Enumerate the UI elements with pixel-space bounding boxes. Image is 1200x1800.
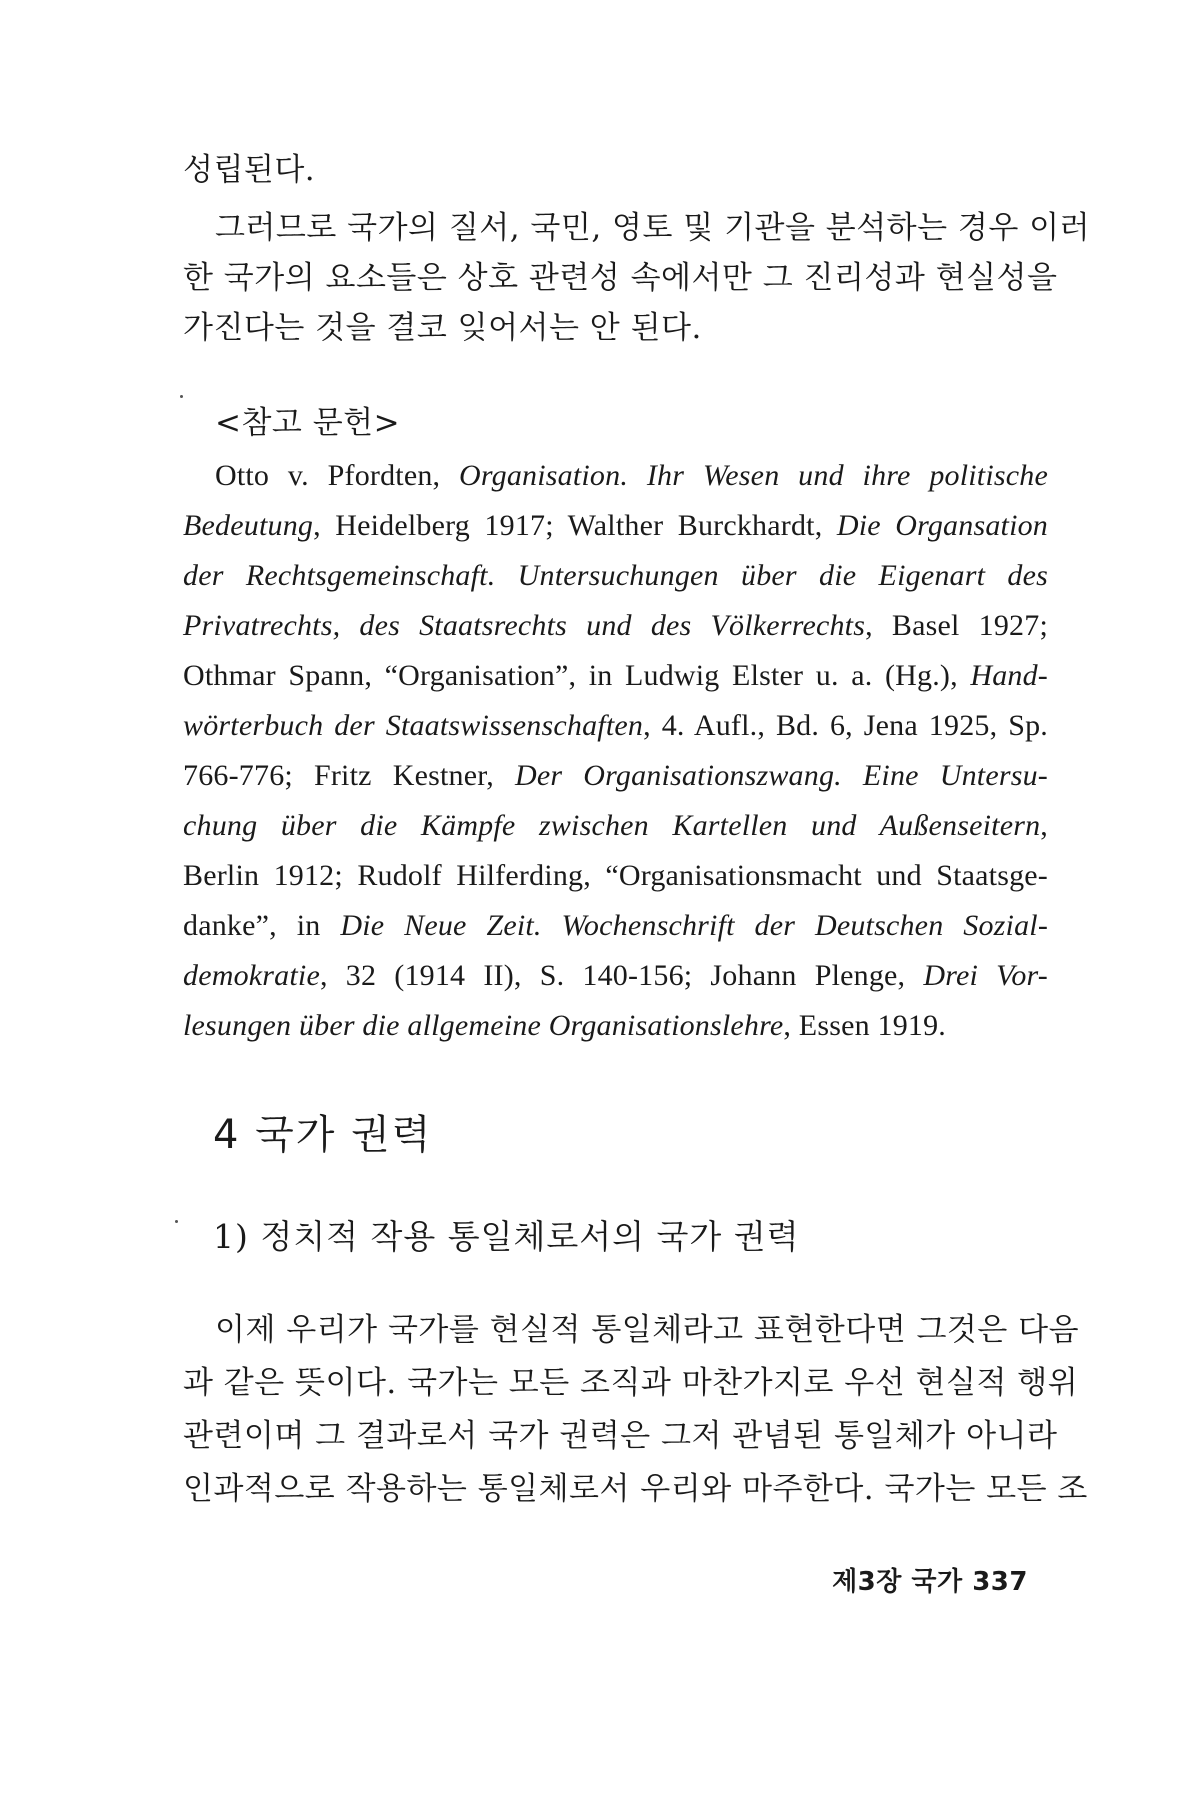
reference-text-run: , Basel 1927; <box>865 609 1048 642</box>
reference-line <box>183 706 1048 746</box>
reference-title-run: wörterbuch der Staatswissenschaften <box>183 709 644 742</box>
page-footer: 제3장 국가 337 <box>832 1567 1028 1597</box>
reference-line <box>183 456 1048 496</box>
paragraph-2-line: 가진다는 것을 결코 잊어서는 안 된다. <box>183 310 702 346</box>
reference-title-run: Organisation. Ihr Wesen und ihre politische <box>459 459 1048 492</box>
reference-line <box>183 1006 1048 1046</box>
paragraph-1-line: 성립된다. <box>183 152 316 188</box>
reference-text-run: , Heidelberg 1917; Walther Burckhardt, <box>313 509 837 542</box>
reference-title-run: der Rechtsgemeinschaft. Untersuchungen über die Eigenart des <box>183 559 1048 592</box>
reference-text-run: , Essen 1919. <box>783 1009 946 1042</box>
paragraph-3-line: 관련이며 그 결과로서 국가 권력은 그저 관념된 통일체가 아니라 <box>183 1418 1058 1454</box>
reference-line <box>183 906 1048 946</box>
reference-text-run: , 32 (1914 II), S. 140-156; Johann Plenge, <box>319 959 924 992</box>
reference-line <box>183 606 1048 646</box>
reference-text-run: , 4. Aufl., Bd. 6, Jena 1925, Sp. <box>643 709 1048 742</box>
reference-title-run: demokratie <box>183 959 320 992</box>
reference-line <box>183 656 1048 696</box>
reference-title-run: Der Organisationszwang. Eine Untersu- <box>514 759 1048 792</box>
reference-text-run: 766-776; Fritz Kestner, <box>183 759 515 792</box>
reference-title-run: Privatrechts, des Staatsrechts und des Völkerrechts <box>183 609 866 642</box>
reference-text-run: Berlin 1912; Rudolf Hilferding, “Organisationsmacht und Staatsge- <box>183 859 1048 892</box>
subsection-title: 1) 정치적 작용 통일체로서의 국가 권력 <box>213 1217 800 1256</box>
paragraph-2-line: 그러므로 국가의 질서, 국민, 영토 및 기관을 분석하는 경우 이러 <box>215 210 1091 246</box>
reference-line <box>183 956 1048 996</box>
references-heading: <참고 문헌> <box>215 405 401 441</box>
reference-title-run: Die Neue Zeit. Wochenschrift der Deutschen Sozial- <box>340 909 1049 942</box>
scan-speck <box>180 395 183 398</box>
reference-text-run: danke”, in <box>183 909 341 942</box>
paragraph-3-line: 인과적으로 작용하는 통일체로서 우리와 마주한다. 국가는 모든 조 <box>183 1471 1088 1507</box>
reference-line <box>183 756 1048 796</box>
paragraph-3-line: 이제 우리가 국가를 현실적 통일체라고 표현한다면 그것은 다음 <box>215 1312 1080 1348</box>
reference-title-run: lesungen über die allgemeine Organisationslehre <box>183 1009 784 1042</box>
scan-speck <box>175 1220 178 1223</box>
reference-text-run: , <box>1040 809 1048 842</box>
reference-title-run: Drei Vor- <box>923 959 1048 992</box>
reference-title-run: chung über die Kämpfe zwischen Kartellen und Außenseitern <box>183 809 1041 842</box>
paragraph-3-line: 과 같은 뜻이다. 국가는 모든 조직과 마찬가지로 우선 현실적 행위 <box>183 1365 1079 1401</box>
paragraph-2-line: 한 국가의 요소들은 상호 관련성 속에서만 그 진리성과 현실성을 <box>183 260 1058 296</box>
reference-title-run: Die Organsation <box>836 509 1049 542</box>
reference-title-run: Bedeutung <box>183 509 314 542</box>
reference-line <box>183 856 1048 896</box>
reference-line <box>183 506 1048 546</box>
reference-title-run: Hand- <box>970 659 1048 692</box>
reference-text-run: Othmar Spann, “Organisation”, in Ludwig Elster u. a. (Hg.), <box>183 659 971 692</box>
reference-line <box>183 556 1048 596</box>
reference-line <box>183 806 1048 846</box>
reference-text-run: Otto v. Pfordten, <box>215 459 460 492</box>
section-title: 4 국가 권력 <box>213 1112 433 1158</box>
